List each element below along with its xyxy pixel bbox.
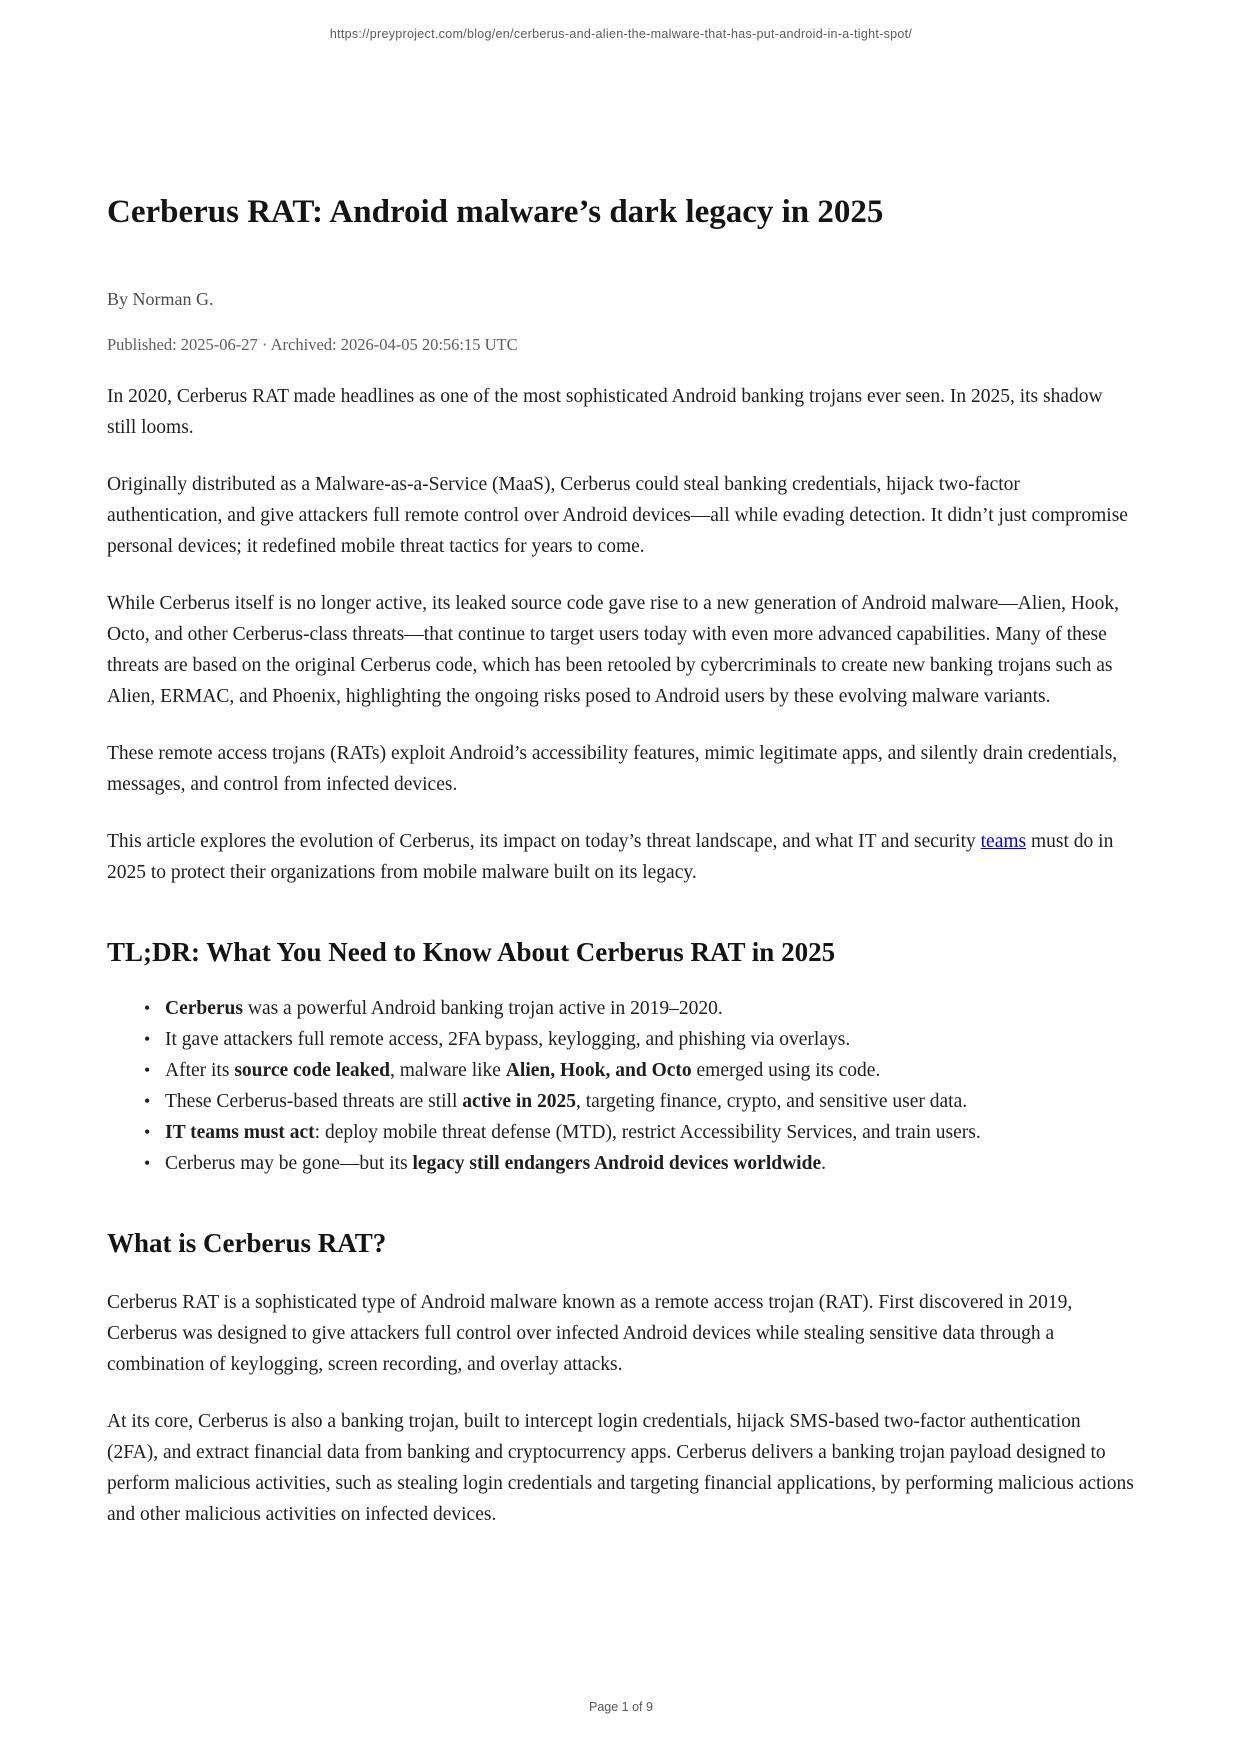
intro-paragraph-4: These remote access trojans (RATs) exploit Android’s accessibility features, mimic legitimate apps, and silently drain credentials, messages, and control from infected devices. — [107, 742, 1118, 795]
tldr-bullet-6: • Cerberus may be gone—but its legacy still endangers Android devices worldwide. — [165, 1148, 1135, 1179]
article-byline: By Norman G. — [107, 288, 214, 309]
intro-paragraph-3: While Cerberus itself is no longer active, its leaked source code gave rise to a new generation of Android malware—Alien, Hook, Octo, and other Cerberus-class threats—that continue to target users today with even more advanced capabilities. Many of these threats are based on the original Cerberus code, which has been retooled by cybercriminals to create new banking trojans such as Alien, ERMAC, and Phoenix, highlighting the ongoing risks posed to Android users by these evolving malware variants. — [107, 592, 1120, 707]
article-meta: Published: 2025-06-27 · Archived: 2026-04-05 20:56:15 UTC — [107, 334, 518, 354]
intro-paragraph-2: Originally distributed as a Malware-as-a-Service (MaaS), Cerberus could steal banking credentials, hijack two-factor authentication, and give attackers full remote control over Android devices—all while evading detection. It didn’t just compromise personal devices; it redefined mobile threat tactics for years to come. — [107, 473, 1128, 557]
article-title: Cerberus RAT: Android malware’s dark legacy in 2025 — [107, 194, 884, 230]
teams-link[interactable]: teams — [980, 830, 1027, 852]
tldr-bullet-2: • It gave attackers full remote access, 2FA bypass, keylogging, and phishing via overlays. — [165, 1024, 1135, 1055]
page-footer: Page 1 of 9 — [589, 1700, 653, 1714]
article-content — [107, 193, 1135, 1530]
tldr-bullet-3: • After its source code leaked, malware like Alien, Hook, and Octo emerged using its code. — [165, 1055, 1135, 1086]
print-header-url: https://preyproject.com/blog/en/cerberus-and-alien-the-malware-that-has-put-android-in-a-tight-spot/ — [329, 27, 913, 41]
tldr-bullet-1: • Cerberus was a powerful Android banking trojan active in 2019–2020. — [165, 993, 1135, 1024]
what-is-paragraph-2: At its core, Cerberus is also a banking trojan, built to intercept login credentials, hijack SMS-based two-factor authentication (2FA), and extract financial data from banking and cryptocurrency apps. Cerberus delivers a banking trojan payload designed to perform malicious activities, such as stealing login credentials and targeting financial applications, by performing malicious actions and other malicious activities on infected devices. — [107, 1411, 1134, 1526]
tldr-bullet-5: • IT teams must act: deploy mobile threat defense (MTD), restrict Accessibility Services, and train users. — [165, 1117, 1135, 1148]
intro-paragraph-1: In 2020, Cerberus RAT made headlines as one of the most sophisticated Android banking trojans ever seen. In 2025, its shadow still looms. — [107, 385, 1103, 438]
intro-paragraph-5: This article explores the evolution of Cerberus, its impact on today’s threat landscape, and what IT and security teams must do in 2025 to protect their organizations from mobile malware built on its legacy. — [107, 830, 1114, 883]
tldr-heading: TL;DR: What You Need to Know About Cerberus RAT in 2025 — [107, 936, 836, 967]
tldr-bullet-4: • These Cerberus-based threats are still active in 2025, targeting finance, crypto, and sensitive user data. — [165, 1086, 1135, 1117]
tldr-list — [107, 993, 1135, 1179]
what-is-heading: What is Cerberus RAT? — [107, 1228, 387, 1259]
what-is-paragraph-1: Cerberus RAT is a sophisticated type of Android malware known as a remote access trojan (RAT). First discovered in 2019, Cerberus was designed to give attackers full control over infected Android devices while stealing sensitive data through a combination of keylogging, screen recording, and overlay attacks. — [107, 1292, 1073, 1376]
